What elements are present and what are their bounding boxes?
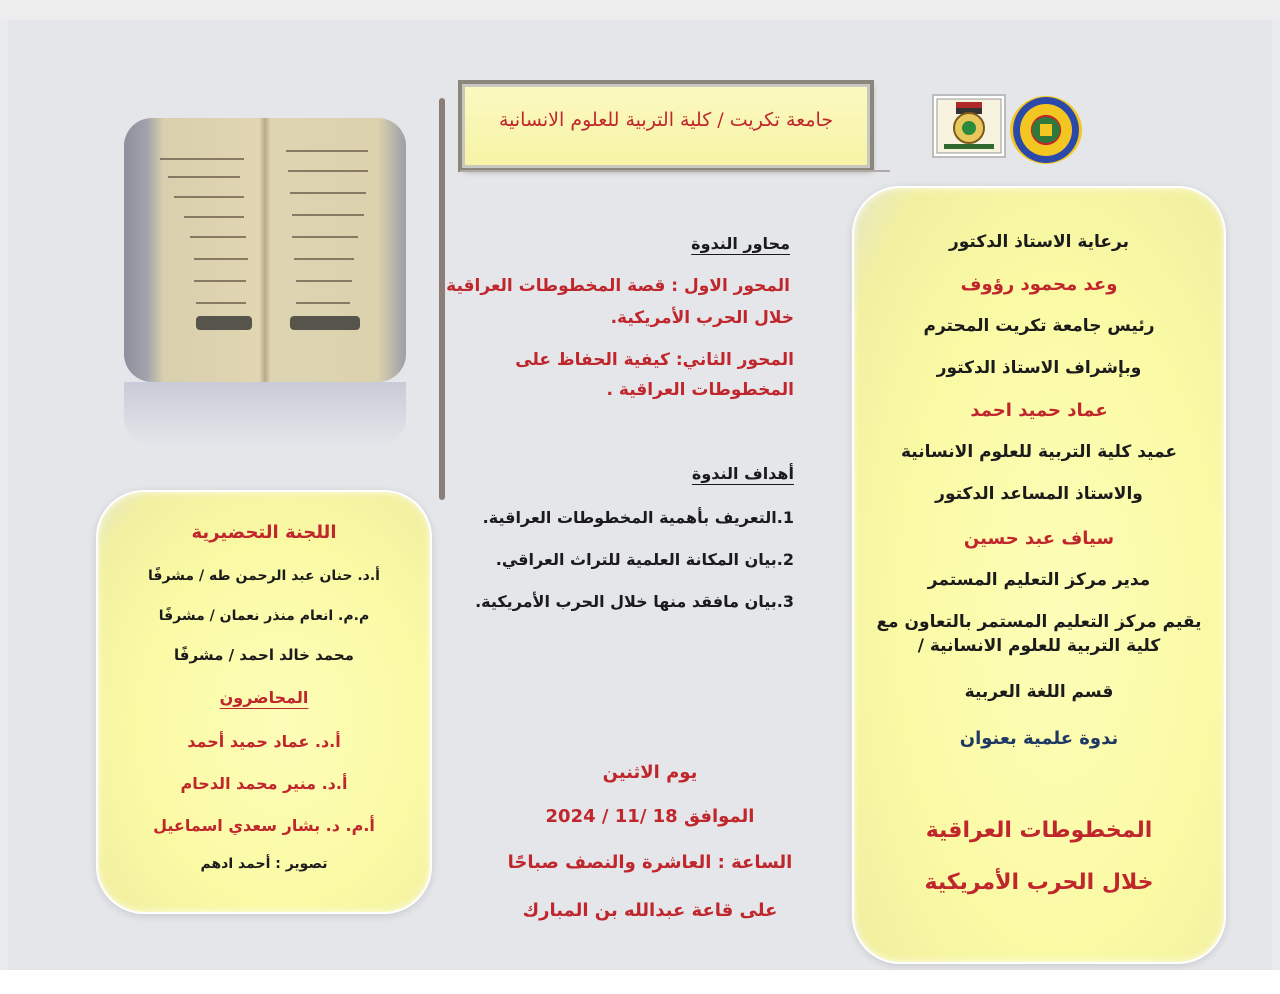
lecturers-heading: المحاضرون xyxy=(219,688,309,707)
axes-heading: محاور الندوة xyxy=(691,234,790,253)
schedule-venue: على قاعة عبدالله بن المبارك xyxy=(522,900,778,921)
manuscript-photo xyxy=(124,118,406,382)
axis-1-line-1: المحور الاول : قصة المخطوطات العراقية xyxy=(446,276,790,296)
seminar-title-line-2: خلال الحرب الأمريكية xyxy=(924,870,1154,895)
lecturer-1: أ.د. عماد حميد أحمد xyxy=(187,732,341,751)
committee-heading: اللجنة التحضيرية xyxy=(191,522,337,543)
schedule-day: يوم الاثنين xyxy=(602,762,698,783)
sponsor-line-9: ندوة علمية بعنوان xyxy=(959,728,1119,749)
axis-2-line-1: المحور الثاني: كيفية الحفاظ على xyxy=(515,350,794,370)
university-logo-icon xyxy=(1010,96,1082,164)
top-band xyxy=(0,0,1280,20)
sponsor-line-4: عميد كلية التربية للعلوم الانسانية xyxy=(900,442,1178,462)
sponsor-line-3: وبإشراف الاستاذ الدكتور xyxy=(936,358,1142,378)
seminar-title-line-1: المخطوطات العراقية xyxy=(925,818,1153,843)
photo-credit: تصوير : أحمد ادهم xyxy=(200,856,328,872)
vertical-divider xyxy=(439,98,445,500)
university-logo xyxy=(1010,96,1082,164)
sponsor-name-1: وعد محمود رؤوف xyxy=(960,274,1118,295)
college-logo-icon xyxy=(934,96,1004,156)
sponsor-line-5: والاستاذ المساعد الدكتور xyxy=(935,484,1143,504)
axis-2-line-2: المخطوطات العراقية . xyxy=(606,380,794,400)
sponsor-line-1: برعاية الاستاذ الدكتور xyxy=(948,232,1130,252)
committee-member-3: محمد خالد احمد / مشرفًا xyxy=(174,646,354,664)
goal-item-1: 1.التعريف بأهمية المخطوطات العراقية. xyxy=(482,508,794,527)
committee-member-2: م.م. انعام منذر نعمان / مشرفًا xyxy=(158,608,370,624)
sponsor-name-3: سياف عبد حسين xyxy=(963,528,1115,549)
sponsor-line-7b: كلية التربية للعلوم الانسانية / xyxy=(917,636,1161,656)
goal-item-2: 2.بيان المكانة العلمية للتراث العراقي. xyxy=(495,550,794,569)
college-logo xyxy=(932,94,1006,158)
goal-item-3: 3.بيان مافقد منها خلال الحرب الأمريكية. xyxy=(475,592,794,611)
schedule-date: الموافق 18 /11 / 2024 xyxy=(545,806,755,827)
sponsor-name-2: عماد حميد احمد xyxy=(970,400,1108,421)
axis-1-line-2: خلال الحرب الأمريكية. xyxy=(610,308,794,328)
goals-heading: أهداف الندوة xyxy=(691,464,794,483)
sponsor-line-7a: يقيم مركز التعليم المستمر بالتعاون مع xyxy=(876,612,1202,632)
sponsor-panel xyxy=(852,186,1226,964)
committee-panel xyxy=(96,490,432,914)
bottom-band xyxy=(0,970,1280,994)
sponsor-line-6: مدير مركز التعليم المستمر xyxy=(927,570,1151,590)
committee-member-1: أ.د. حنان عبد الرحمن طه / مشرفًا xyxy=(148,568,380,584)
header-title: جامعة تكريت / كلية التربية للعلوم الانسانية xyxy=(498,109,834,131)
lecturer-3: أ.م. د. بشار سعدي اسماعيل xyxy=(153,816,375,835)
header-underline xyxy=(460,170,890,172)
photo-reflection xyxy=(124,382,406,446)
sponsor-line-2: رئيس جامعة تكريت المحترم xyxy=(923,316,1155,336)
header-title-box xyxy=(462,84,870,168)
sponsor-line-8: قسم اللغة العربية xyxy=(964,682,1114,702)
lecturer-2: أ.د. منير محمد الدحام xyxy=(180,774,348,793)
schedule-time: الساعة : العاشرة والنصف صباحًا xyxy=(507,852,793,873)
